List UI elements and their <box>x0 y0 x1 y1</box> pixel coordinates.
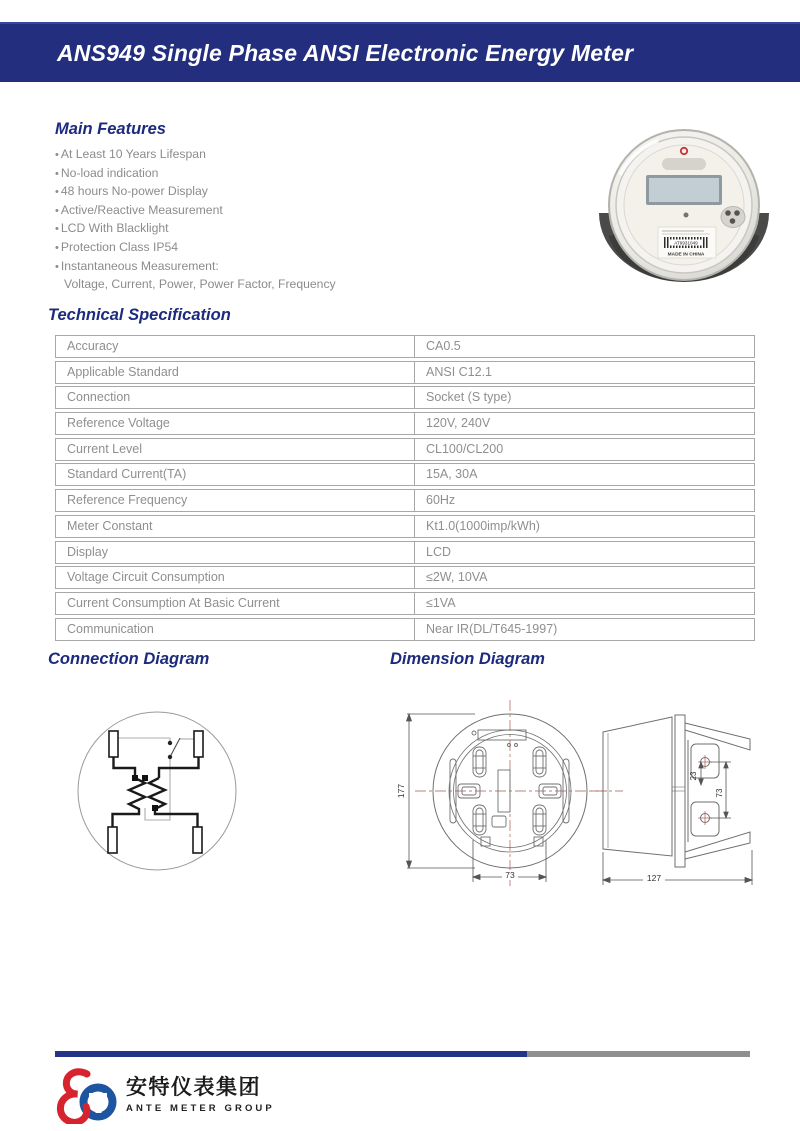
feature-item <box>55 183 395 202</box>
spec-value: ≤1VA <box>426 595 456 610</box>
spec-row <box>55 361 755 384</box>
spec-row <box>55 463 755 486</box>
bullet-icon: • <box>55 149 59 161</box>
switch-blade <box>170 738 180 757</box>
spec-value: 60Hz <box>426 493 456 508</box>
meter-nameplate <box>662 158 706 170</box>
spec-value: Socket (S type) <box>426 390 512 405</box>
feature-text: Instantaneous Measurement: <box>60 258 219 273</box>
feature-text: Active/Reactive Measurement <box>60 202 223 217</box>
feature-item <box>55 258 395 277</box>
meter-lcd <box>649 178 719 202</box>
switch-dot <box>168 741 172 745</box>
terminal-blades <box>108 731 203 853</box>
spec-label: Meter Constant <box>56 516 415 537</box>
meter-screw <box>684 213 689 218</box>
spec-value: Kt1.0(1000imp/kWh) <box>426 518 540 533</box>
spec-row <box>55 592 755 615</box>
optical-port <box>721 207 745 228</box>
feature-text: 48 hours No-power Display <box>60 184 208 199</box>
spec-label: Connection <box>56 387 415 408</box>
feature-item <box>55 202 395 221</box>
spec-heading: Technical Specification <box>48 306 231 324</box>
port-dot <box>725 210 731 216</box>
footer-divider-bar <box>55 1051 750 1057</box>
spec-label: Communication <box>56 619 415 640</box>
spec-value: 15A, 30A <box>426 467 478 482</box>
spec-label: Applicable Standard <box>56 362 415 383</box>
footer-bar-gray <box>527 1051 750 1057</box>
spec-row <box>55 566 755 589</box>
spec-value: ≤2W, 10VA <box>426 570 488 585</box>
dim-73b-label: 73 <box>715 788 724 798</box>
spec-row <box>55 541 755 564</box>
bullet-icon: • <box>55 167 59 180</box>
spec-row <box>55 386 755 409</box>
feature-item <box>55 220 395 239</box>
spec-value: 120V, 240V <box>426 416 491 431</box>
spec-value: ANSI C12.1 <box>426 364 493 379</box>
bullet-icon: • <box>55 260 59 273</box>
title-banner <box>0 22 800 82</box>
spec-value: CL100/CL200 <box>426 441 504 456</box>
spec-row <box>55 412 755 435</box>
bullet-icon: • <box>55 204 59 217</box>
junction-square <box>132 775 138 781</box>
spec-row <box>55 618 755 641</box>
dim-127-label: 127 <box>646 873 662 883</box>
dim-177-label: 177 <box>396 783 406 799</box>
spec-value: Near IR(DL/T645-1997) <box>426 621 558 636</box>
features-heading: Main Features <box>55 120 166 138</box>
spec-label: Reference Voltage <box>56 413 415 434</box>
company-logo-block <box>52 1066 275 1124</box>
page-title: ANS949 Single Phase ANSI Electronic Energy Meter <box>57 39 634 66</box>
feature-item <box>55 165 395 184</box>
brand-name-cn: 安特仪表集团 <box>126 1076 261 1099</box>
features-list <box>55 146 395 294</box>
port-dot <box>734 210 740 216</box>
connection-heading: Connection Diagram <box>48 650 210 668</box>
product-photo <box>598 127 770 287</box>
dimension-diagram <box>395 690 770 900</box>
spec-table <box>55 335 755 643</box>
barcode-text: AT9931049 <box>674 240 698 246</box>
junction-square <box>142 775 148 781</box>
dim-73-label: 73 <box>505 870 515 880</box>
spec-value: LCD <box>426 544 452 559</box>
brand-name-en: ANTE METER GROUP <box>126 1103 275 1114</box>
dimension-heading: Dimension Diagram <box>390 650 545 668</box>
spec-row <box>55 335 755 358</box>
made-in-text: MADE IN CHINA <box>667 252 705 258</box>
spec-label: Current Consumption At Basic Current <box>56 593 415 614</box>
switch-dot <box>168 755 172 759</box>
meter-outline-circle <box>78 712 236 870</box>
spec-row <box>55 489 755 512</box>
spec-row <box>55 515 755 538</box>
side-view <box>591 715 752 885</box>
rear-view <box>396 700 623 886</box>
bullet-icon: • <box>55 186 59 199</box>
spec-label: Standard Current(TA) <box>56 464 415 485</box>
feature-item <box>55 239 395 258</box>
spec-value: CA0.5 <box>426 339 461 353</box>
footer-bar-blue <box>55 1051 527 1057</box>
feature-text: No-load indication <box>60 165 159 180</box>
connection-diagram <box>63 698 253 888</box>
dim-23-label: 23 <box>689 771 698 781</box>
spec-label: Voltage Circuit Consumption <box>56 567 415 588</box>
spec-label: Current Level <box>56 439 415 460</box>
port-dot <box>730 218 736 224</box>
feature-text: At Least 10 Years Lifespan <box>60 147 206 161</box>
bullet-icon: • <box>55 223 59 236</box>
current-circuit-lines <box>113 757 199 827</box>
feature-item <box>55 146 395 165</box>
ante-logo-icon <box>52 1066 120 1124</box>
feature-text: Protection Class IP54 <box>60 239 179 254</box>
bullet-icon: • <box>55 241 59 254</box>
spec-label: Accuracy <box>56 336 415 357</box>
feature-text: LCD With Blacklight <box>60 221 169 236</box>
brand-text <box>126 1076 275 1114</box>
spec-label: Reference Frequency <box>56 490 415 511</box>
feature-continuation: Voltage, Current, Power, Power Factor, Frequency <box>64 277 336 292</box>
spec-row <box>55 438 755 461</box>
junction-square <box>152 805 158 811</box>
spec-label: Display <box>56 542 415 563</box>
